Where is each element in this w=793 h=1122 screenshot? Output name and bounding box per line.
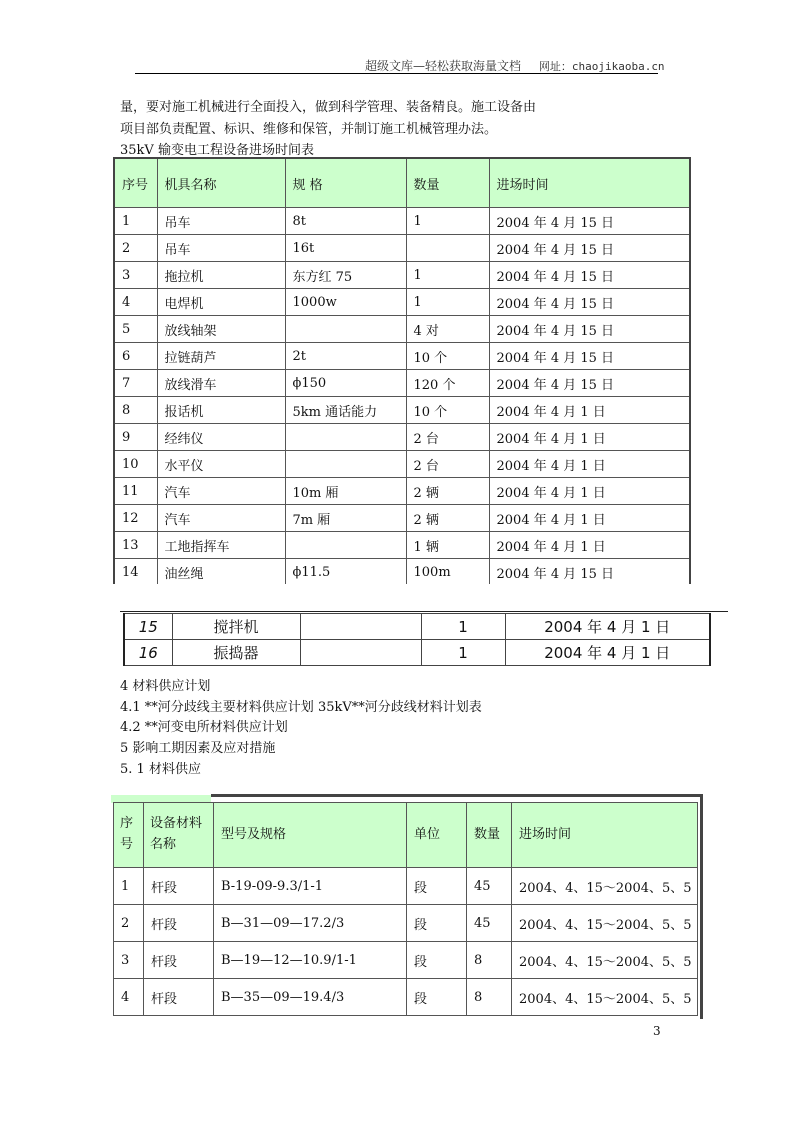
equipment-table-header: [114, 158, 690, 208]
table-cell: 10: [114, 451, 157, 478]
table-cell: [285, 451, 406, 478]
table-cell: 5km 通话能力: [285, 397, 406, 424]
table-cell: 16: [124, 640, 172, 666]
table-cell: 2 辆: [406, 505, 489, 532]
page-header: [365, 57, 665, 74]
header-cell: 机具名称: [157, 158, 285, 208]
section-heading: 4.1 **河分歧线主要材料供应计划 35kV**河分歧线材料计划表: [120, 700, 482, 715]
table-cell: 120 个: [406, 370, 489, 397]
table-cell: 1: [406, 289, 489, 316]
table-cell: 2004 年 4 月 1 日: [489, 424, 690, 451]
table-cell: 段: [407, 868, 467, 905]
header-cell: 单位: [407, 803, 467, 868]
table-row: [114, 478, 690, 505]
page-number: 3: [653, 1024, 661, 1038]
table-cell: [285, 424, 406, 451]
table-cell: 油丝绳: [157, 559, 285, 586]
header-rule: [135, 73, 658, 74]
table-cell: 14: [114, 559, 157, 586]
table-cell: 10 个: [406, 397, 489, 424]
table-cell: 8: [467, 979, 512, 1016]
table-cell: 45: [467, 905, 512, 942]
table-row: [114, 942, 698, 979]
table-cell: 2004 年 4 月 1 日: [489, 532, 690, 559]
intro-line-2: 项目部负责配置、标识、维修和保管，并制订施工机械管理办法。: [120, 122, 498, 137]
table-cell: B—19—12—10.9/1-1: [214, 942, 407, 979]
table-cell: 拖拉机: [157, 262, 285, 289]
table-cell: 拉链葫芦: [157, 343, 285, 370]
table-row: [114, 451, 690, 478]
table-cell: 9: [114, 424, 157, 451]
table-cell: 1: [406, 208, 489, 235]
table-cell: 2004、4、15～2004、5、5: [512, 868, 698, 905]
table-cell: 2: [114, 235, 157, 262]
table-cell: [300, 640, 421, 666]
table-cell: 段: [407, 905, 467, 942]
header-site-name: 超级文库—轻松获取海量文档: [365, 59, 522, 73]
table-cell: 2 台: [406, 424, 489, 451]
table-cell: 100m: [406, 559, 489, 586]
table-cell: 段: [407, 942, 467, 979]
table-cell: 放线滑车: [157, 370, 285, 397]
table-cell: 2004 年 4 月 1 日: [489, 505, 690, 532]
table-row: [114, 505, 690, 532]
table-row: [114, 532, 690, 559]
table-cell: 汽车: [157, 505, 285, 532]
table-cell: [406, 235, 489, 262]
table-cell: 2 辆: [406, 478, 489, 505]
header-cell: 进场时间: [489, 158, 690, 208]
intro-line-1: 量，要对施工机械进行全面投入，做到科学管理、装备精良。施工设备由: [120, 100, 537, 115]
table-cell: 杆段: [144, 868, 214, 905]
table-cell: 2004 年 4 月 15 日: [489, 559, 690, 586]
table-cell: 2004 年 4 月 15 日: [489, 262, 690, 289]
section-heading: 5 影响工期因素及应对措施: [120, 741, 276, 756]
table-cell: 8: [114, 397, 157, 424]
section-heading: 4 材料供应计划: [120, 679, 211, 694]
table-cell: 11: [114, 478, 157, 505]
table-cell: 2004 年 4 月 15 日: [489, 343, 690, 370]
material-table: [113, 802, 698, 1016]
page-cut: [113, 584, 693, 592]
table-cell: 2004 年 4 月 15 日: [489, 208, 690, 235]
header-cell: 序号: [114, 158, 157, 208]
table-cell: 2004 年 4 月 1 日: [489, 451, 690, 478]
table-cell: 2004 年 4 月 15 日: [489, 370, 690, 397]
table-cell: 8t: [285, 208, 406, 235]
table-cell: 1: [421, 640, 505, 666]
scan-top-rule: [120, 611, 728, 612]
table-row: [114, 905, 698, 942]
table-cell: 1: [114, 208, 157, 235]
table-cell: 1: [406, 262, 489, 289]
table-cell: ϕ150: [285, 370, 406, 397]
table-cell: 6: [114, 343, 157, 370]
equipment-table-caption: 35kV 输变电工程设备进场时间表: [120, 143, 314, 158]
material-table-header: [114, 803, 698, 868]
table-cell: 2004 年 4 月 1 日: [489, 478, 690, 505]
table-cell: 电焊机: [157, 289, 285, 316]
table-row: [124, 640, 710, 666]
table-cell: 2 台: [406, 451, 489, 478]
header-cell: 数量: [406, 158, 489, 208]
table-cell: 3: [114, 262, 157, 289]
equipment-table: [113, 157, 691, 586]
table-cell: 汽车: [157, 478, 285, 505]
table-cell: 8: [467, 942, 512, 979]
table-row: [114, 370, 690, 397]
table-row: [114, 424, 690, 451]
table-cell: 杆段: [144, 979, 214, 1016]
table-row: [114, 343, 690, 370]
table-cell: 5: [114, 316, 157, 343]
table-cell: 2004、4、15～2004、5、5: [512, 905, 698, 942]
table-cell: 13: [114, 532, 157, 559]
table-row: [114, 262, 690, 289]
table-cell: 1: [421, 614, 505, 640]
header-cell: 序号: [114, 803, 144, 868]
table-cell: 7m 厢: [285, 505, 406, 532]
header-cell: 设备材料名称: [144, 803, 214, 868]
table-cell: 1 辆: [406, 532, 489, 559]
table-cell: 2004 年 4 月 15 日: [489, 235, 690, 262]
table-cell: 45: [467, 868, 512, 905]
table-cell: B—35—09—19.4/3: [214, 979, 407, 1016]
table-cell: 4: [114, 979, 144, 1016]
table-cell: 2004 年 4 月 15 日: [489, 289, 690, 316]
header-site-url: 网址：chaojikaoba.cn: [538, 60, 665, 73]
table-cell: 4 对: [406, 316, 489, 343]
header-cell: 型号及规格: [214, 803, 407, 868]
table-cell: 搅拌机: [172, 614, 300, 640]
table-cell: 12: [114, 505, 157, 532]
table-cell: 杆段: [144, 905, 214, 942]
section-heading: 4.2 **河变电所材料供应计划: [120, 720, 288, 735]
table-cell: 15: [124, 614, 172, 640]
table-cell: B-19-09-9.3/1-1: [214, 868, 407, 905]
table-row: [124, 614, 710, 640]
table-row: [114, 316, 690, 343]
table-cell: 2004、4、15～2004、5、5: [512, 979, 698, 1016]
table-cell: [285, 532, 406, 559]
table-row: [114, 559, 690, 586]
table-row: [114, 397, 690, 424]
table-cell: 水平仪: [157, 451, 285, 478]
table-cell: 吊车: [157, 235, 285, 262]
table-cell: 段: [407, 979, 467, 1016]
table-cell: 7: [114, 370, 157, 397]
section-heading: 5. 1 材料供应: [120, 762, 201, 777]
table-cell: 2004 年 4 月 1 日: [505, 614, 710, 640]
table-cell: 工地指挥车: [157, 532, 285, 559]
table-cell: 2: [114, 905, 144, 942]
table-cell: 放线轴架: [157, 316, 285, 343]
table-cell: 振捣器: [172, 640, 300, 666]
scanned-equipment-table: [123, 613, 711, 666]
table-cell: 10 个: [406, 343, 489, 370]
table-row: [114, 979, 698, 1016]
table-cell: [300, 614, 421, 640]
table-cell: 10m 厢: [285, 478, 406, 505]
table-cell: 东方红 75: [285, 262, 406, 289]
header-cell: 规 格: [285, 158, 406, 208]
table-cell: 报话机: [157, 397, 285, 424]
table-cell: ϕ11.5: [285, 559, 406, 586]
table-cell: 16t: [285, 235, 406, 262]
table-row: [114, 235, 690, 262]
table-row: [114, 208, 690, 235]
table-cell: 2004、4、15～2004、5、5: [512, 942, 698, 979]
table-cell: 3: [114, 942, 144, 979]
table-cell: 杆段: [144, 942, 214, 979]
table-cell: 2004 年 4 月 1 日: [489, 397, 690, 424]
table-row: [114, 868, 698, 905]
table-row: [114, 289, 690, 316]
table-cell: 1000w: [285, 289, 406, 316]
header-cell: 数量: [467, 803, 512, 868]
table-cell: 2t: [285, 343, 406, 370]
table-cell: 2004 年 4 月 15 日: [489, 316, 690, 343]
header-cell: 进场时间: [512, 803, 698, 868]
table-cell: 经纬仪: [157, 424, 285, 451]
table-cell: 2004 年 4 月 1 日: [505, 640, 710, 666]
table-cell: B—31—09—17.2/3: [214, 905, 407, 942]
table-cell: 1: [114, 868, 144, 905]
table-cell: 4: [114, 289, 157, 316]
table-cell: [285, 316, 406, 343]
table-cell: 吊车: [157, 208, 285, 235]
